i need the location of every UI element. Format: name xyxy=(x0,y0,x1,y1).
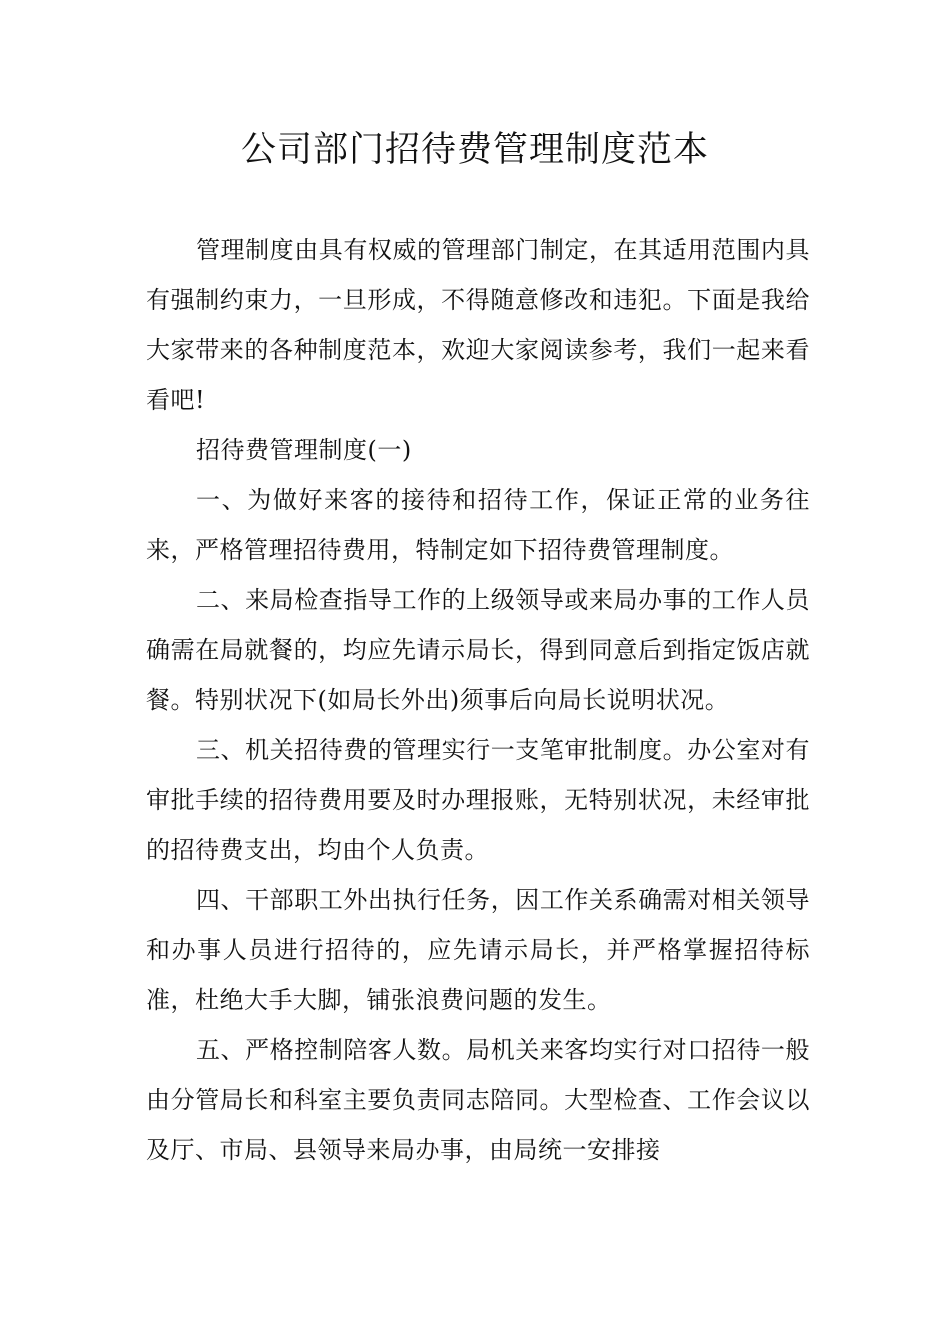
document-title: 公司部门招待费管理制度范本 xyxy=(240,130,709,170)
paragraph-intro: 管理制度由具有权威的管理部门制定，在其适用范围内具有强制约束力，一旦形成，不得随意修改和违犯。下面是我给大家带来的各种制度范本，欢迎大家阅读参考，我们一起来看看吧! xyxy=(146,236,810,414)
paragraph-item-2: 二、来局检查指导工作的上级领导或来局办事的工作人员确需在局就餐的，均应先请示局长，得到同意后到指定饭店就餐。特别状况下(如局长外出)须事后向局长说明状况。 xyxy=(146,586,810,714)
paragraph-item-5: 五、严格控制陪客人数。局机关来客均实行对口招待一般由分管局长和科室主要负责同志陪同。大型检查、工作会议以及厅、市局、县领导来局办事，由局统一安排接 xyxy=(146,1036,810,1164)
paragraph-item-4: 四、干部职工外出执行任务，因工作关系确需对相关领导和办事人员进行招待的，应先请示局长，并严格掌握招待标准，杜绝大手大脚，铺张浪费问题的发生。 xyxy=(146,886,810,1014)
section-heading: 招待费管理制度(一) xyxy=(196,436,412,464)
document-body xyxy=(146,225,810,1175)
paragraph-item-1: 一、为做好来客的接待和招待工作，保证正常的业务往来，严格管理招待费用，特制定如下招待费管理制度。 xyxy=(146,486,810,564)
paragraph-item-3: 三、机关招待费的管理实行一支笔审批制度。办公室对有审批手续的招待费用要及时办理报账，无特别状况，未经审批的招待费支出，均由个人负责。 xyxy=(146,736,810,864)
